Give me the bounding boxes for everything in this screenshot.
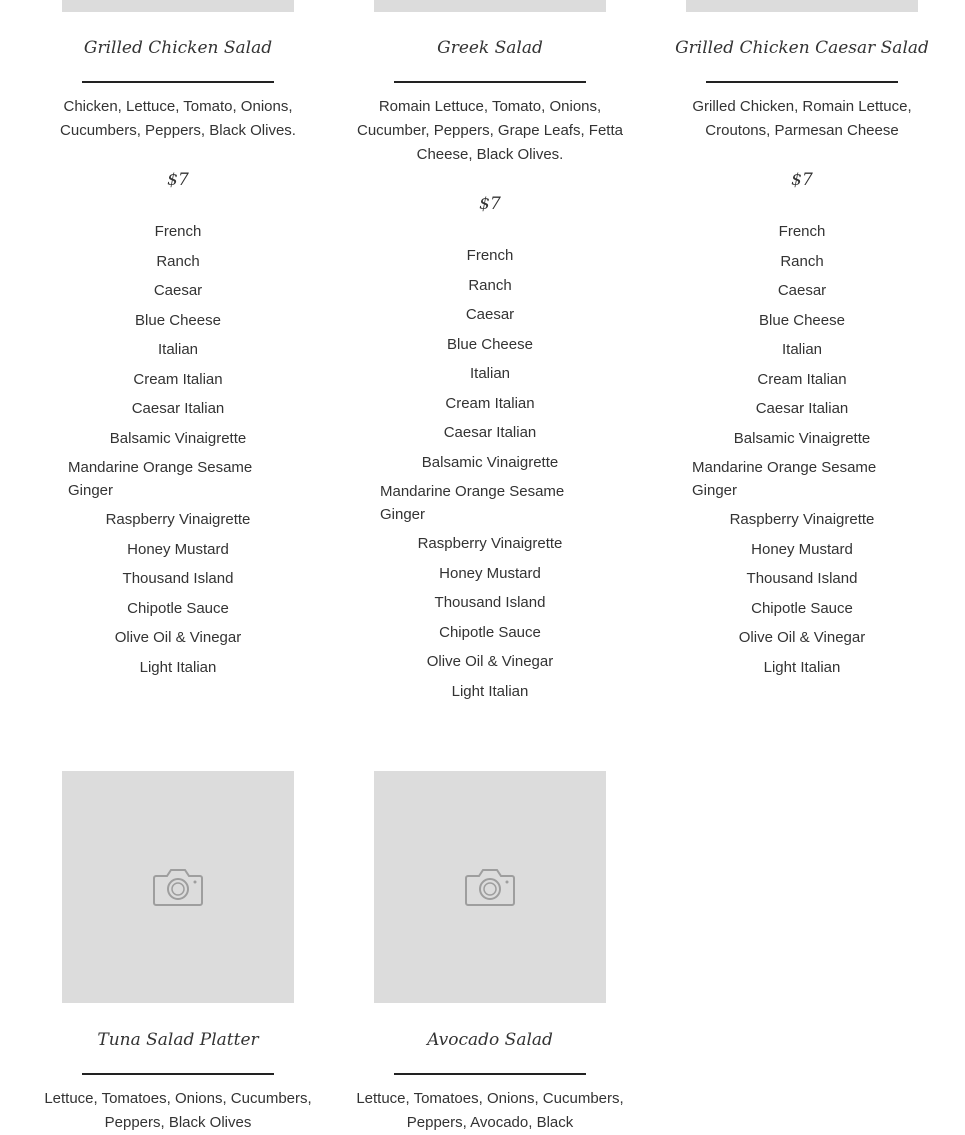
dressing-option: Cream Italian [133, 370, 223, 388]
dressing-option: Blue Cheese [447, 335, 533, 353]
dressing-option: Mandarine Orange Sesame Ginger [692, 459, 877, 499]
dressing-option: French [154, 223, 202, 240]
dressing-option: Ranch [468, 276, 512, 294]
dressing-option: Olive Oil & Vinegar [114, 629, 242, 646]
dressing-list [62, 220, 294, 685]
dressing-option: Italian [157, 341, 199, 358]
dressing-option: Ranch [156, 252, 200, 270]
dressing-option: Raspberry Vinaigrette [417, 535, 563, 552]
item-title: Avocado Salad [427, 1030, 553, 1050]
dressing-option: Mandarine Orange Sesame Ginger [380, 483, 565, 523]
dressing-option: Balsamic Vinaigrette [733, 429, 871, 447]
dressing-option: Mandarine Orange Sesame Ginger [68, 459, 253, 499]
title-divider [82, 81, 274, 83]
item-price: $7 [791, 170, 813, 190]
dressing-option: Chipotle Sauce [127, 599, 229, 617]
title-divider [706, 81, 898, 83]
dressing-option: Olive Oil & Vinegar [426, 653, 554, 670]
dressing-option: Light Italian [139, 658, 217, 676]
dressing-option: Olive Oil & Vinegar [738, 629, 866, 646]
title-divider [82, 1073, 274, 1075]
dressing-option: Thousand Island [434, 594, 546, 611]
dressing-option: Thousand Island [122, 570, 234, 587]
dressing-option: Ranch [780, 252, 824, 270]
item-photo-placeholder [62, 0, 294, 12]
item-description: Lettuce, Tomatoes, Onions, Cucumbers, Peppers, Avocado, Black [356, 1090, 624, 1131]
dressing-option: Thousand Island [746, 570, 858, 587]
title-divider [394, 81, 586, 83]
item-photo-placeholder [374, 0, 606, 12]
dressing-option: Blue Cheese [759, 311, 845, 329]
dressing-option: Raspberry Vinaigrette [729, 511, 875, 528]
item-title: Tuna Salad Platter [97, 1030, 259, 1050]
item-description: Chicken, Lettuce, Tomato, Onions, Cucumbers, Peppers, Black Olives. [60, 98, 296, 139]
dressing-option: Balsamic Vinaigrette [109, 429, 247, 447]
dressing-option: Light Italian [763, 658, 841, 676]
dressing-option: Cream Italian [445, 394, 535, 412]
dressing-option: Honey Mustard [751, 540, 853, 558]
camera-icon [153, 867, 203, 907]
dressing-list [686, 220, 918, 685]
dressing-option: Light Italian [451, 682, 529, 700]
dressing-option: Raspberry Vinaigrette [105, 511, 251, 528]
item-photo-placeholder [62, 771, 294, 1003]
item-title: Grilled Chicken Caesar Salad [675, 38, 929, 58]
item-description: Grilled Chicken, Romain Lettuce, Croutons, Parmesan Cheese [692, 98, 912, 139]
dressing-option: French [778, 223, 826, 240]
item-photo-placeholder [374, 771, 606, 1003]
item-description: Romain Lettuce, Tomato, Onions, Cucumber, Peppers, Grape Leafs, Fetta Cheese, Black Olives. [357, 98, 623, 163]
dressing-option: Caesar Italian [443, 424, 537, 441]
dressing-option: Honey Mustard [127, 540, 229, 558]
dressing-option: Balsamic Vinaigrette [421, 453, 559, 471]
item-price: $7 [479, 194, 501, 214]
dressing-option: Caesar [777, 282, 827, 299]
dressing-option: Italian [781, 341, 823, 358]
camera-icon [465, 867, 515, 907]
dressing-option: Honey Mustard [439, 564, 541, 582]
title-divider [394, 1073, 586, 1075]
dressing-option: Italian [469, 365, 511, 382]
item-title: Grilled Chicken Salad [83, 38, 273, 58]
item-description: Lettuce, Tomatoes, Onions, Cucumbers, Peppers, Black Olives [44, 1090, 312, 1131]
dressing-option: Caesar Italian [131, 400, 225, 417]
dressing-option: Cream Italian [757, 370, 847, 388]
dressing-option: Caesar Italian [755, 400, 849, 417]
dressing-option: Blue Cheese [135, 311, 221, 329]
dressing-option: Chipotle Sauce [439, 623, 541, 641]
dressing-option: Chipotle Sauce [751, 599, 853, 617]
dressing-option: French [466, 247, 514, 264]
dressing-list [374, 244, 606, 709]
item-photo-placeholder [686, 0, 918, 12]
dressing-option: Caesar [153, 282, 203, 299]
item-price: $7 [167, 170, 189, 190]
dressing-option: Caesar [465, 306, 515, 323]
item-title: Greek Salad [437, 38, 543, 58]
